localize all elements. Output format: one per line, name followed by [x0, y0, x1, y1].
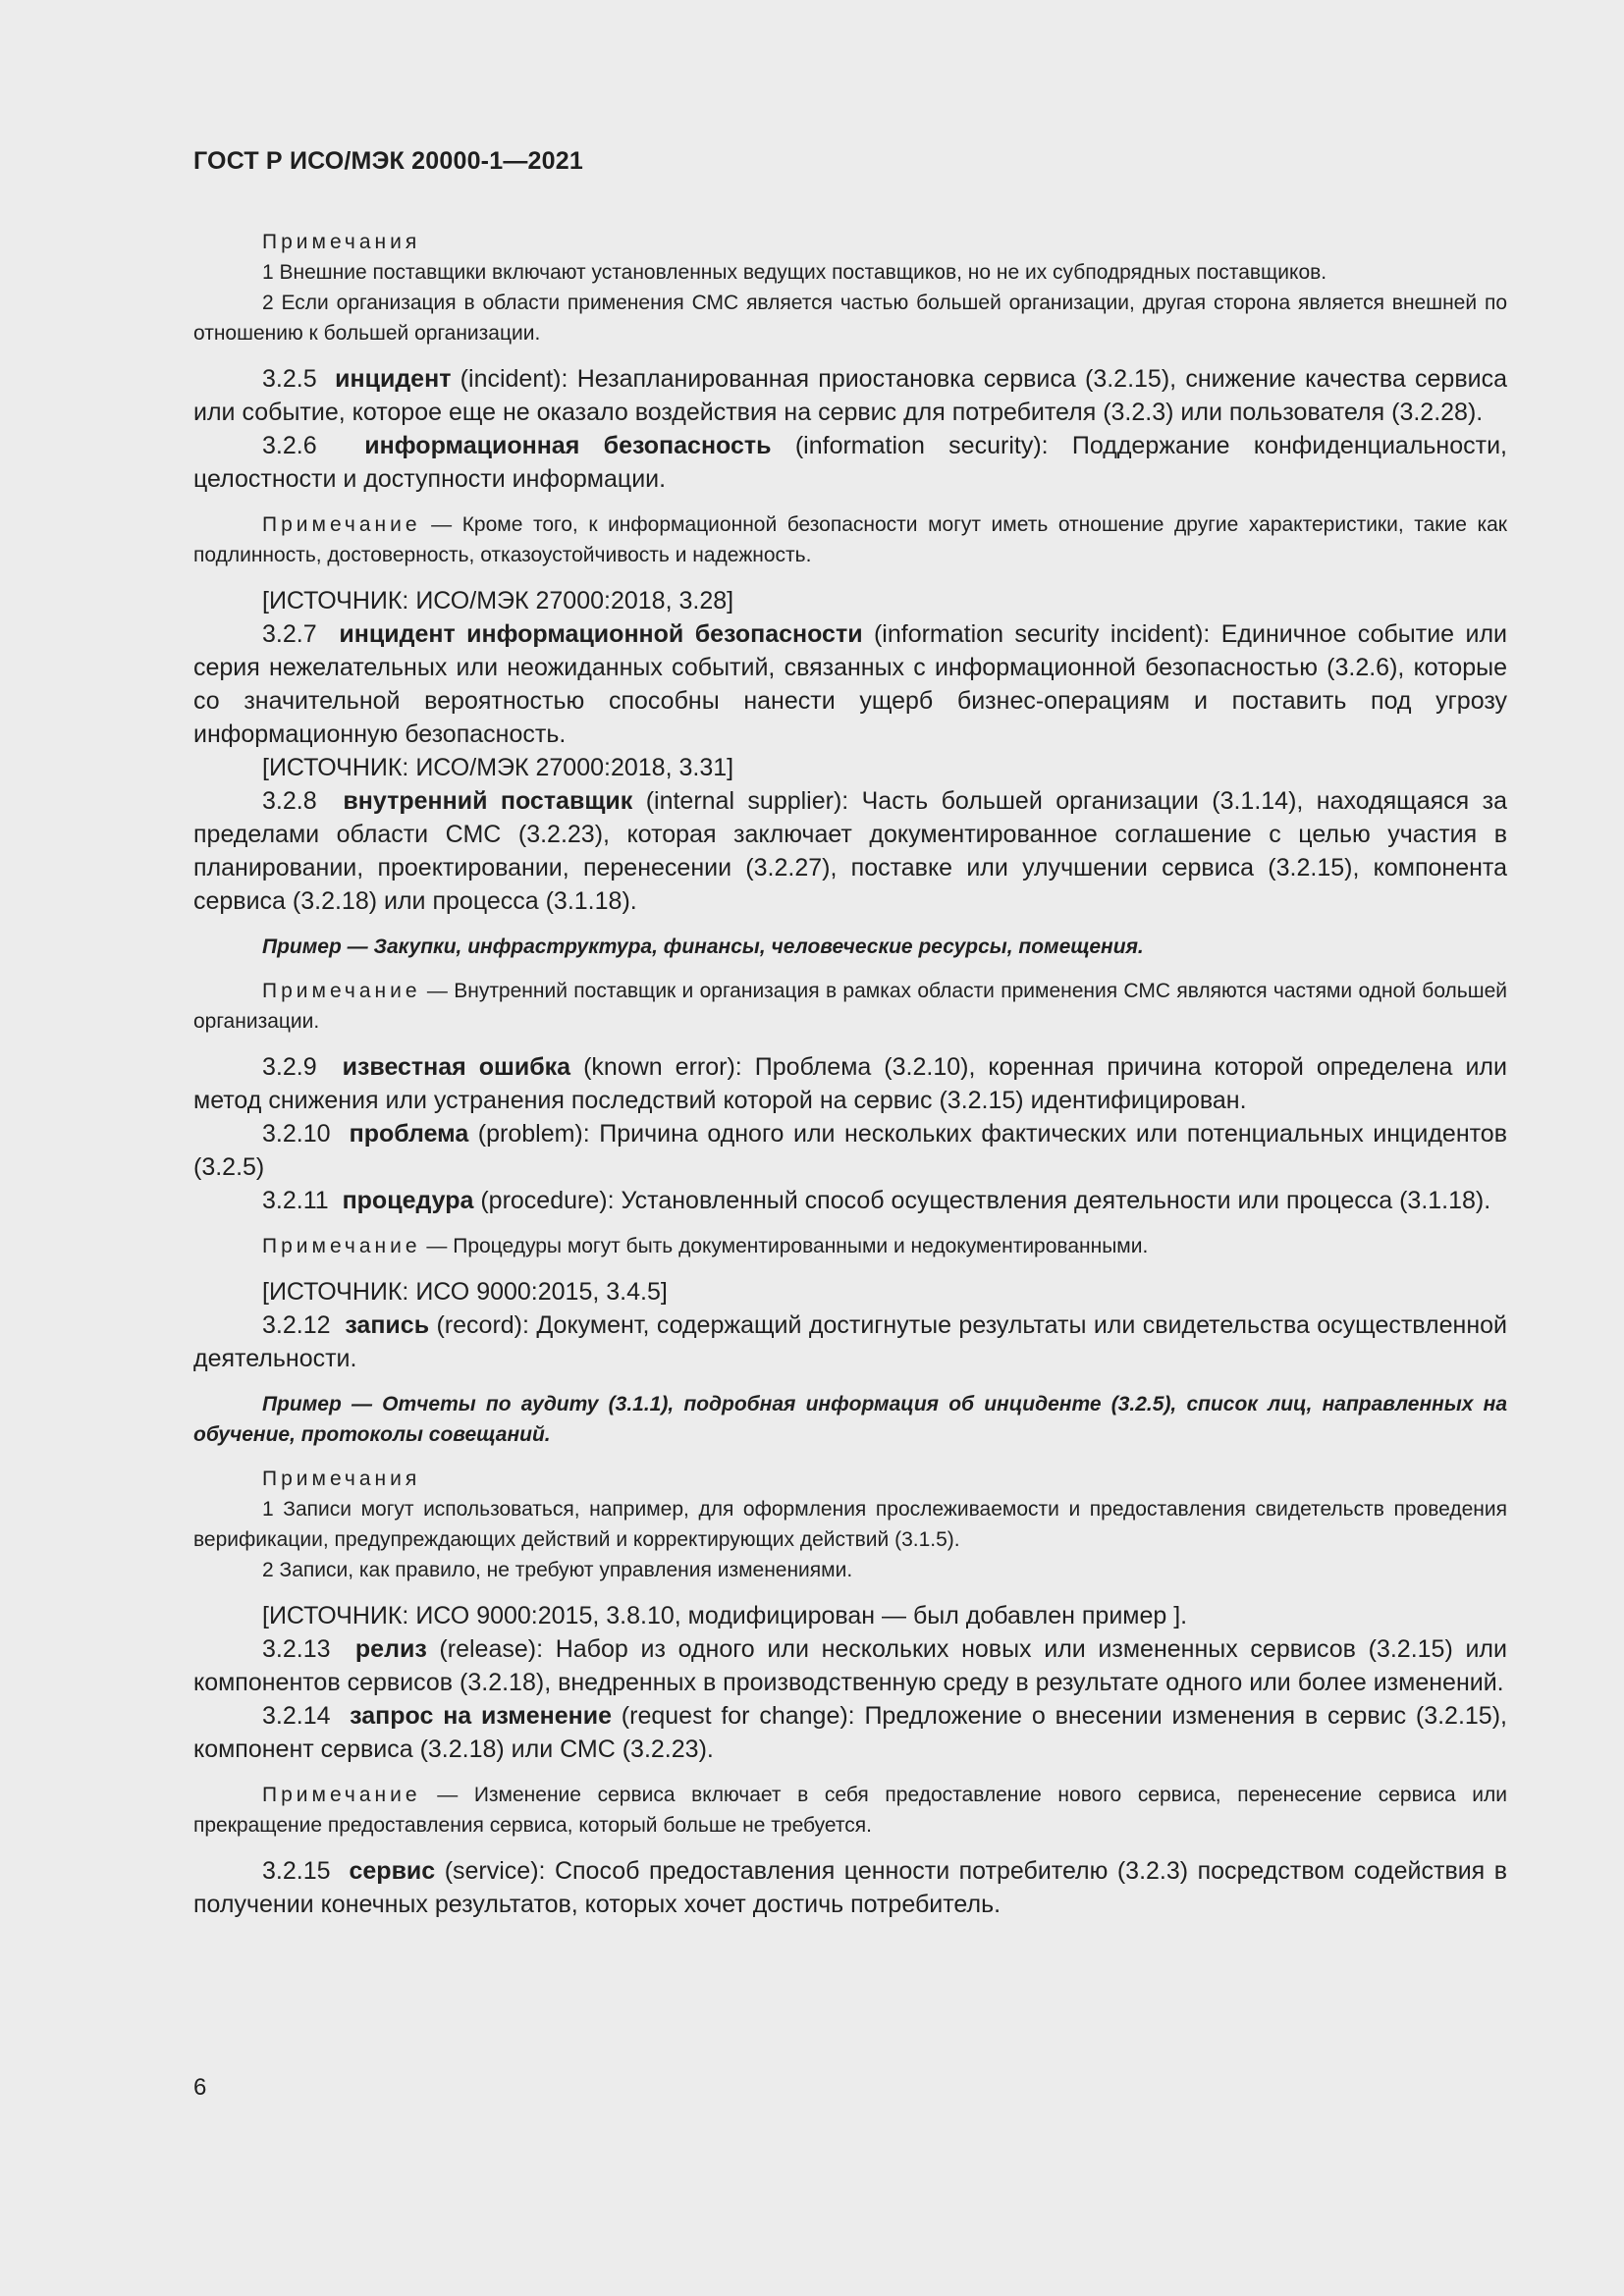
notes-title: Примечания [262, 231, 421, 253]
term-3-2-9 [193, 1050, 1507, 1117]
term-definition: (information security incident): Единичное событие или серия нежелательных или неожиданных событий, связанных с информационной безопасностью (3.2.6), которые со значительной вероятностью способны нанести ущерб бизнес-операциям и поставить под угрозу информационную безопасность. [193, 620, 1507, 748]
note-3-2-14 [193, 1780, 1507, 1841]
term-definition: (service): Способ предоставления ценности потребителю (3.2.3) посредством содействия в получении конечных результатов, которых хочет достичь потребитель. [193, 1857, 1507, 1918]
source-3-2-12: [ИСТОЧНИК: ИСО 9000:2015, 3.8.10, модифицирован — был добавлен пример ]. [262, 1602, 1188, 1629]
term-3-2-7 [193, 617, 1507, 751]
term-definition: (information security): Поддержание конфиденциальности, целостности и доступности информации. [193, 432, 1507, 493]
note-text: — Внутренний поставщик и организация в рамках области применения СМС являются частями одной большей организации. [193, 980, 1507, 1033]
term-definition: (incident): Незапланированная приостановка сервиса (3.2.15), снижение качества сервиса или событие, которое еще не оказало воздействия на сервис для потребителя (3.2.3) или пользователя (3.2.28). [193, 365, 1507, 426]
example-3-2-12: Пример — Отчеты по аудиту (3.1.1), подробная информация об инциденте (3.2.5), список лиц, направленных на обучение, протоколы совещаний. [193, 1393, 1507, 1446]
term-number: 3.2.7 [262, 620, 317, 648]
term-number: 3.2.12 [262, 1311, 331, 1339]
term-3-2-5 [193, 362, 1507, 429]
document-page [193, 147, 1507, 1921]
term-name: сервис [349, 1857, 436, 1885]
term-3-2-12 [193, 1308, 1507, 1375]
term-number: 3.2.15 [262, 1857, 331, 1885]
term-definition: (release): Набор из одного или нескольких новых или измененных сервисов (3.2.15) или компонентов сервисов (3.2.18), внедренных в производственную среду в результате одного или более изменений. [193, 1635, 1507, 1696]
term-name: инцидент [335, 365, 452, 393]
term-3-2-15 [193, 1854, 1507, 1921]
term-definition: (internal supplier): Часть большей организации (3.1.14), находящаяся за пределами области СМС (3.2.23), которая заключает документированное соглашение с целью участия в планировании, проектировании, перенесении (3.2.27), поставке или улучшении сервиса (3.2.15), компонента сервиса (3.2.18) или процесса (3.1.18). [193, 787, 1507, 915]
note-item: 1 Внешние поставщики включают установленных ведущих поставщиков, но не их субподрядных поставщиков. [262, 261, 1327, 284]
term-3-2-10 [193, 1117, 1507, 1184]
note-3-2-6 [193, 509, 1507, 570]
note-label: Примечание [262, 1235, 421, 1257]
term-number: 3.2.6 [262, 432, 317, 459]
term-name: известная ошибка [342, 1053, 571, 1081]
term-name: внутренний поставщик [343, 787, 633, 815]
term-number: 3.2.9 [262, 1053, 317, 1081]
notes-title: Примечания [262, 1468, 421, 1490]
note-3-2-8 [193, 976, 1507, 1037]
term-definition: (problem): Причина одного или нескольких фактических или потенциальных инцидентов (3.2.5) [193, 1120, 1507, 1181]
source-3-2-6: [ИСТОЧНИК: ИСО/МЭК 27000:2018, 3.28] [262, 587, 734, 614]
term-number: 3.2.5 [262, 365, 317, 393]
term-3-2-8 [193, 784, 1507, 918]
note-item: 1 Записи могут использоваться, например, для оформления прослеживаемости и предоставления свидетельств проведения верификации, предупреждающих действий и корректирующих действий (3.1.5). [193, 1498, 1507, 1551]
note-item: 2 Если организация в области применения СМС является частью большей организации, другая сторона является внешней по отношению к большей организации. [193, 292, 1507, 345]
term-3-2-6 [193, 429, 1507, 496]
example-3-2-8: Пример — Закупки, инфраструктура, финансы, человеческие ресурсы, помещения. [262, 935, 1144, 958]
term-number: 3.2.8 [262, 787, 317, 815]
term-definition: (known error): Проблема (3.2.10), коренная причина которой определена или метод снижения или устранения последствий которой на сервис (3.2.15) идентифицирован. [193, 1053, 1507, 1114]
term-name: релиз [354, 1635, 427, 1663]
term-name: запись [345, 1311, 430, 1339]
term-3-2-11 [193, 1184, 1507, 1217]
term-name: инцидент информационной безопасности [339, 620, 863, 648]
term-name: проблема [349, 1120, 469, 1148]
term-name: информационная безопасность [364, 432, 772, 459]
term-number: 3.2.11 [262, 1187, 329, 1214]
term-number: 3.2.13 [262, 1635, 331, 1663]
note-label: Примечание [262, 513, 421, 536]
term-number: 3.2.10 [262, 1120, 331, 1148]
term-definition: (request for change): Предложение о внесении изменения в сервис (3.2.15), компонент сервиса (3.2.18) или СМС (3.2.23). [193, 1702, 1507, 1763]
page-number: 6 [193, 2074, 207, 2101]
note-label: Примечание [262, 1784, 421, 1806]
source-3-2-11: [ИСТОЧНИК: ИСО 9000:2015, 3.4.5] [262, 1278, 668, 1306]
term-3-2-13 [193, 1632, 1507, 1699]
term-3-2-14 [193, 1699, 1507, 1766]
document-header: ГОСТ Р ИСО/МЭК 20000-1—2021 [193, 147, 583, 175]
source-3-2-7: [ИСТОЧНИК: ИСО/МЭК 27000:2018, 3.31] [262, 754, 734, 781]
term-definition: (record): Документ, содержащий достигнутые результаты или свидетельства осуществленной деятельности. [193, 1311, 1507, 1372]
term-number: 3.2.14 [262, 1702, 331, 1730]
note-item: 2 Записи, как правило, не требуют управления изменениями. [262, 1559, 853, 1581]
term-name: процедура [342, 1187, 474, 1214]
note-3-2-11 [193, 1231, 1507, 1261]
note-text: — Кроме того, к информационной безопасности могут иметь отношение другие характеристики, такие как подлинность, достоверность, отказоустойчивость и надежность. [193, 513, 1507, 566]
term-definition: (procedure): Установленный способ осуществления деятельности или процесса (3.1.18). [473, 1187, 1491, 1214]
note-label: Примечание [262, 980, 421, 1002]
note-text: — Процедуры могут быть документированными и недокументированными. [420, 1235, 1149, 1257]
note-text: — Изменение сервиса включает в себя предоставление нового сервиса, перенесение сервиса или прекращение предоставления сервиса, который больше не требуется. [193, 1784, 1507, 1837]
term-name: запрос на изменение [350, 1702, 612, 1730]
